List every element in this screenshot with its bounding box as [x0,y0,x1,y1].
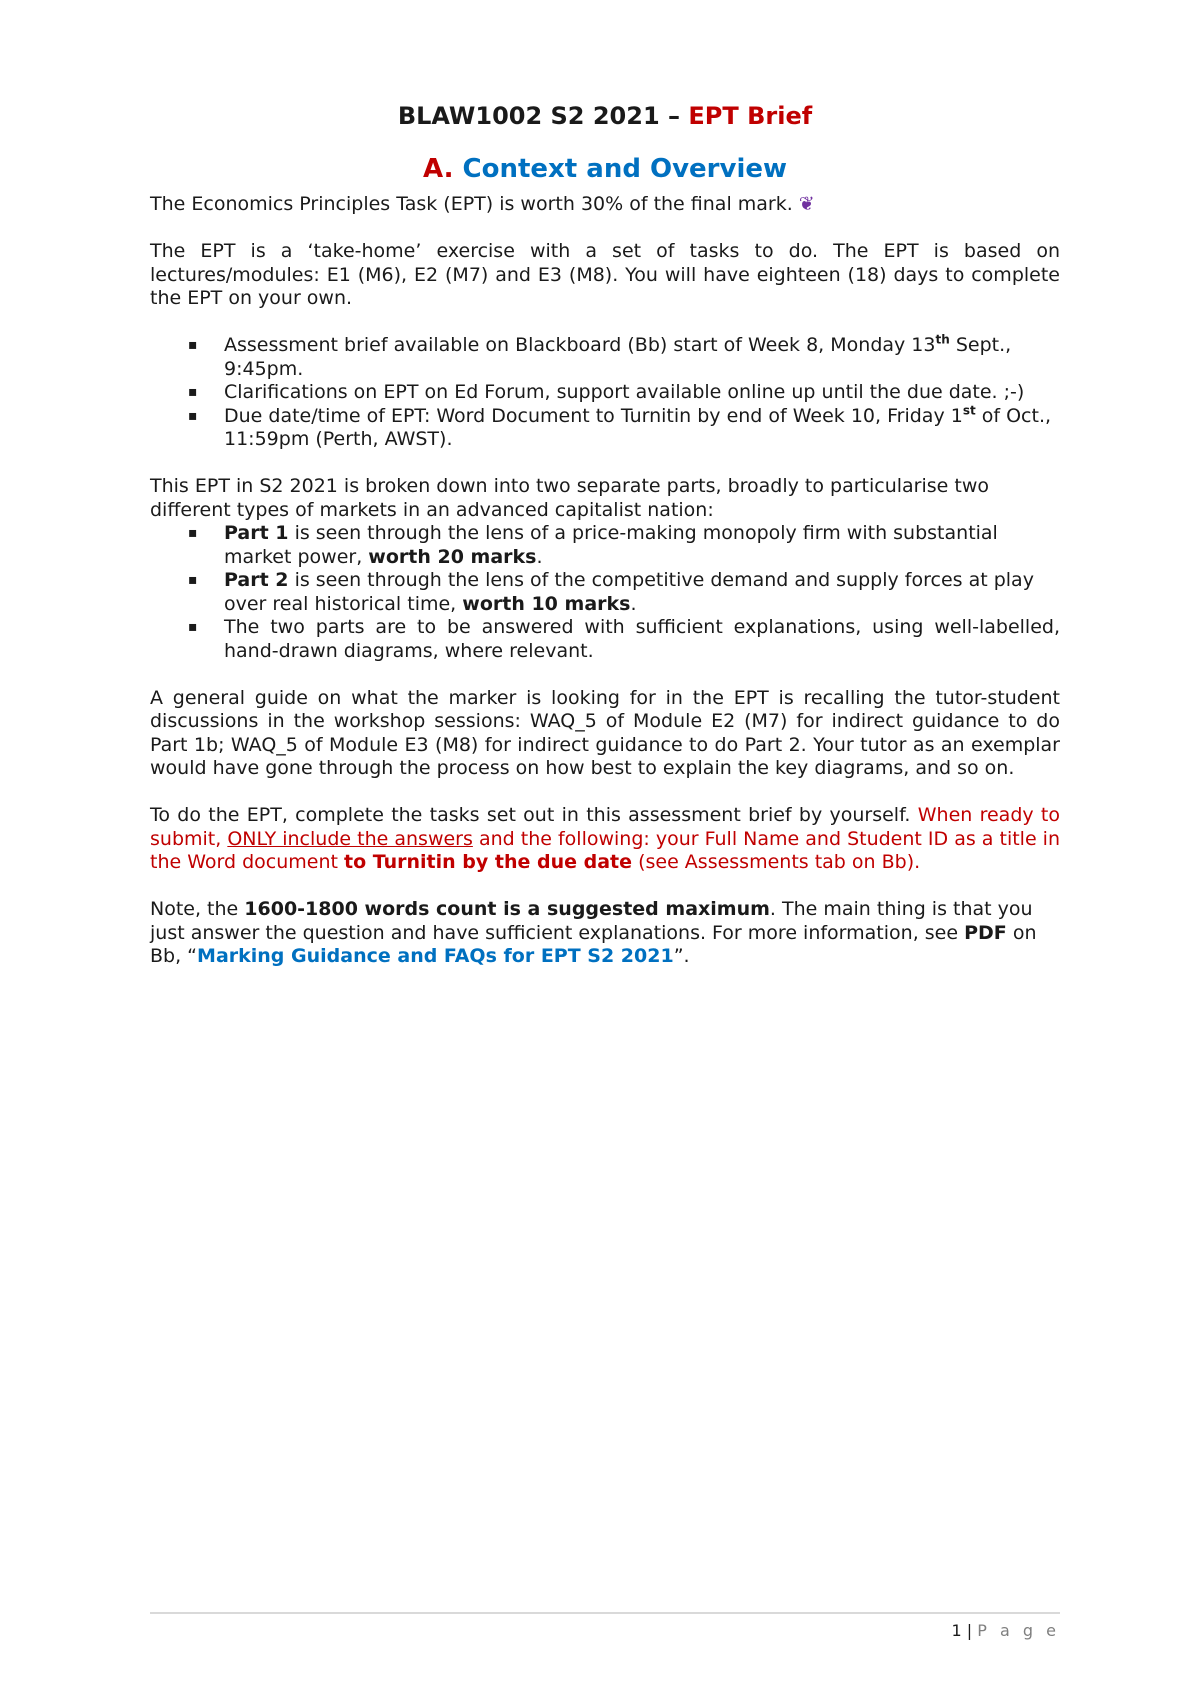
section-letter: A. [422,154,454,184]
note-text: . The main thing is that you just answer the question and have sufficient explanations. For more information, see [150,898,1033,944]
bullet-icon: ▪ [188,572,198,588]
footer-divider [150,1612,1060,1614]
title-prefix: BLAW1002 S2 2021 – [397,102,689,130]
list-item [150,569,1060,616]
list-item-text: of Oct., 11:59pm (Perth, AWST). [224,404,1052,450]
key-dates-list [150,334,1060,452]
page-footer [952,1620,1060,1642]
marking-guidance-link[interactable]: Marking Guidance and FAQs for EPT S2 2021 [197,945,674,967]
floral-heart-icon: ❦ [798,193,815,215]
part-label: Part 2 [224,569,289,591]
submission-warning: (see Assessments tab on Bb). [632,851,921,873]
paragraph-submission [150,804,1060,875]
document-page [150,0,1060,1698]
part-label: Part 1 [224,522,289,544]
paragraph-word-count [150,898,1060,969]
list-item [150,522,1060,569]
list-item [150,334,1060,381]
paragraph-ept-overview: The EPT is a ‘take-home’ exercise with a set of tasks to do. The EPT is based on lectures/modules: E1 (M6), E2 (M7) and E3 (M8). You will have eighteen (18) days to complete the EPT on your own. [150,240,1060,309]
document-body [150,193,1060,992]
list-item-text: The two parts are to be answered with sufficient explanations, using well-labelled, hand-drawn diagrams, where relevant. [224,616,1060,662]
note-text: ”. [673,945,690,967]
paragraph-parts-intro: This EPT in S2 2021 is broken down into two separate parts, broadly to particularise two different types of markets in an advanced capitalist nation: [150,475,990,521]
bullet-icon: ▪ [188,384,198,400]
list-item-text: Due date/time of EPT: Word Document to Turnitin by end of Week 10, Friday 1 [224,404,963,427]
list-item-text: . [536,545,543,568]
section-heading [150,152,1060,186]
list-item-text: Clarifications on EPT on Ed Forum, support available online up until the due date. ;-) [224,381,1025,403]
bullet-icon: ▪ [188,525,198,541]
list-item [150,405,1060,452]
list-item-text: . [630,592,637,615]
pdf-label: PDF [964,921,1007,944]
submission-warning: When ready to submit, [150,804,1060,850]
list-item-text: Assessment brief available on Blackboard (Bb) start of Week 8, Monday 13 [224,334,936,356]
list-item-text: Sept., 9:45pm. [224,334,1012,380]
document-title [150,100,1060,132]
marks-label: worth 20 marks [368,545,537,568]
marks-label: worth 10 marks [462,592,631,615]
submission-deadline: to Turnitin by the due date [344,851,633,873]
list-item [150,616,1060,663]
parts-list [150,522,1060,663]
note-text: Note, the [150,898,245,920]
submission-warning: and the following: your Full Name and Student ID as a title in the Word document [150,827,1061,873]
submission-underlined: ONLY include the answers [227,827,473,850]
paragraph-marker-guide: A general guide on what the marker is looking for in the EPT is recalling the tutor-student discussions in the workshop sessions: WAQ_5 of Module E2 (M7) for indirect guidance to do Part 1b; WAQ_5 of Module E3 (M8) for indirect guidance to do Part 2. Your tutor as an exemplar would have gone through the process on how best to explain the key diagrams, and so on. [150,686,1060,779]
page-label: P a g e [977,1621,1060,1640]
intro-paragraph [150,193,1060,217]
footer-separator: | [961,1621,978,1640]
superscript: st [962,403,976,418]
bullet-icon: ▪ [188,337,198,353]
bullet-icon: ▪ [188,407,198,424]
intro-text: The Economics Principles Task (EPT) is worth 30% of the final mark. [150,193,799,215]
section-heading-text: Context and Overview [462,154,788,184]
note-text: on Bb, “ [150,921,1037,967]
submission-text: To do the EPT, complete the tasks set out in this assessment brief by yourself. [150,804,918,826]
page-number: 1 [951,1621,962,1640]
list-item-text: is seen through the lens of a price-making monopoly firm with substantial market power, [224,522,998,568]
bullet-icon: ▪ [188,619,198,635]
list-item [150,381,1060,405]
word-count-note: 1600-1800 words count is a suggested maximum [244,898,770,920]
superscript: th [935,332,950,347]
list-item-text: is seen through the lens of the competitive demand and supply forces at play over real historical time, [224,569,1034,615]
title-suffix: EPT Brief [688,102,813,130]
